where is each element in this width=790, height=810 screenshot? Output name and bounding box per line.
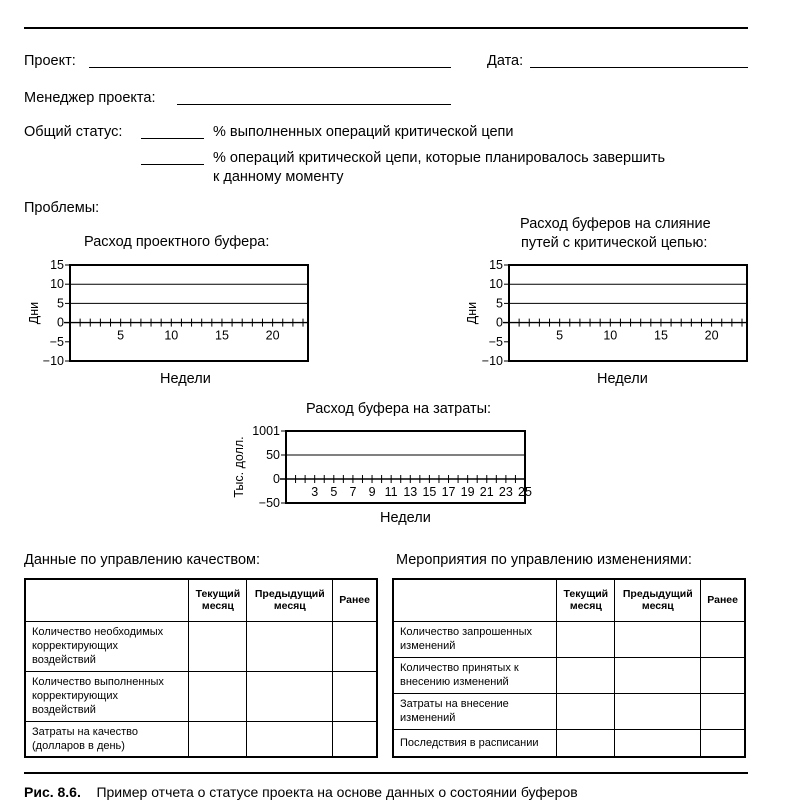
change-cell[interactable] (557, 693, 615, 729)
quality-cell[interactable] (189, 721, 247, 757)
x-tick-label: 5 (330, 485, 338, 499)
x-tick-label: 5 (556, 328, 564, 343)
change-cell[interactable] (615, 657, 701, 693)
status-line-1: % выполненных операций критической цепи (213, 124, 514, 140)
x-tick-label: 11 (384, 485, 398, 499)
quality-header-blank (25, 579, 189, 621)
x-tick-label: 15 (654, 328, 668, 343)
change-header-earlier: Ранее (701, 579, 745, 621)
y-tick-label: −5 (49, 334, 64, 349)
change-row-label: Количество принятых к внесению изменений (393, 657, 557, 693)
change-title: Мероприятия по управлению изменениями: (396, 552, 692, 568)
x-tick-label: 17 (441, 485, 456, 499)
x-tick-label: 23 (498, 485, 513, 499)
y-tick-label: 15 (50, 258, 64, 272)
x-tick-label: 19 (460, 485, 475, 499)
quality-cell[interactable] (333, 621, 377, 671)
quality-cell[interactable] (247, 671, 333, 721)
change-header-previous: Предыдущий месяц (615, 579, 701, 621)
change-cell[interactable] (701, 693, 745, 729)
figure-caption-text: Пример отчета о статусе проекта на основе данных о состоянии буферов (96, 784, 578, 800)
status-line-2a: % операций критической цепи, которые планировалось завершить (213, 150, 666, 166)
y-tick-label: −10 (42, 354, 64, 368)
status-line-2b: к данному моменту (213, 169, 344, 185)
y-axis-label: Дни (465, 301, 479, 325)
change-cell[interactable] (557, 621, 615, 657)
figure-caption (24, 784, 578, 800)
project-label: Проект: (24, 53, 76, 69)
chart2-title-line2: путей с критической цепью: (521, 235, 708, 251)
y-tick-label: 0 (273, 472, 280, 486)
quality-row-label: Количество необходимых корректирующих воздействий (25, 621, 189, 671)
y-tick-label: 0 (57, 315, 64, 330)
x-tick-label: 20 (704, 328, 719, 343)
x-tick-label: 3 (311, 485, 319, 499)
quality-title: Данные по управлению качеством: (24, 552, 261, 568)
change-row-label: Последствия в расписании (393, 729, 557, 757)
change-cell[interactable] (701, 621, 745, 657)
change-header-current: Текущий месяц (557, 579, 615, 621)
x-tick-label: 20 (265, 328, 280, 343)
x-tick-label: 15 (215, 328, 229, 343)
date-label: Дата: (487, 53, 524, 69)
x-tick-label: 7 (349, 485, 357, 499)
y-tick-label: −50 (258, 496, 280, 510)
y-tick-label: 50 (266, 448, 280, 462)
manager-label: Менеджер проекта: (24, 90, 156, 106)
quality-cell[interactable] (247, 721, 333, 757)
x-tick-label: 10 (164, 328, 179, 343)
quality-cell[interactable] (333, 671, 377, 721)
quality-cell[interactable] (189, 621, 247, 671)
quality-row-label: Затраты на качество (долларов в день) (25, 721, 189, 757)
chart3-xlabel: Недели (380, 510, 431, 526)
y-axis-label: Дни (27, 301, 41, 325)
quality-table (24, 578, 378, 758)
x-tick-label: 21 (479, 485, 494, 499)
chart1-xlabel: Недели (160, 371, 211, 387)
y-tick-label: −10 (481, 354, 503, 368)
x-tick-label: 15 (422, 485, 437, 499)
chart2-title-line1: Расход буферов на слияние (520, 216, 711, 232)
change-cell[interactable] (557, 729, 615, 757)
quality-cell[interactable] (189, 671, 247, 721)
quality-header-previous: Предыдущий месяц (247, 579, 333, 621)
y-tick-label: 5 (57, 296, 64, 311)
quality-row-label: Количество выполненных корректирующих воздействий (25, 671, 189, 721)
change-cell[interactable] (615, 693, 701, 729)
x-tick-label: 13 (403, 485, 418, 499)
change-cell[interactable] (615, 621, 701, 657)
change-cell[interactable] (615, 729, 701, 757)
change-cell[interactable] (701, 729, 745, 757)
quality-cell[interactable] (247, 621, 333, 671)
y-tick-label: 0 (496, 315, 503, 330)
chart1-title: Расход проектного буфера: (84, 234, 270, 250)
y-tick-label: −5 (488, 334, 503, 349)
change-row-label: Затраты на внесение изменений (393, 693, 557, 729)
y-tick-label: 10 (489, 277, 503, 292)
y-axis-label: Тыс. долл. (232, 436, 246, 498)
y-tick-label: 5 (496, 296, 503, 311)
change-cell[interactable] (701, 657, 745, 693)
chart3-title: Расход буфера на затраты: (306, 401, 492, 417)
x-tick-label: 25 (518, 485, 532, 499)
overall-status-label: Общий статус: (24, 124, 123, 140)
y-tick-label: 15 (489, 258, 503, 272)
problems-label: Проблемы: (24, 200, 100, 216)
change-cell[interactable] (557, 657, 615, 693)
x-tick-label: 10 (603, 328, 618, 343)
bottom-rule (24, 772, 748, 774)
y-tick-label: 10 (50, 277, 64, 292)
change-row-label: Количество запрошенных изменений (393, 621, 557, 657)
x-tick-label: 9 (368, 485, 376, 499)
change-header-blank (393, 579, 557, 621)
quality-cell[interactable] (333, 721, 377, 757)
chart2-xlabel: Недели (597, 371, 648, 387)
quality-header-earlier: Ранее (333, 579, 377, 621)
quality-header-current: Текущий месяц (189, 579, 247, 621)
change-table (392, 578, 746, 758)
figure-number: Рис. 8.6. (24, 784, 81, 800)
x-tick-label: 5 (117, 328, 125, 343)
y-tick-label: 1001 (252, 424, 280, 438)
